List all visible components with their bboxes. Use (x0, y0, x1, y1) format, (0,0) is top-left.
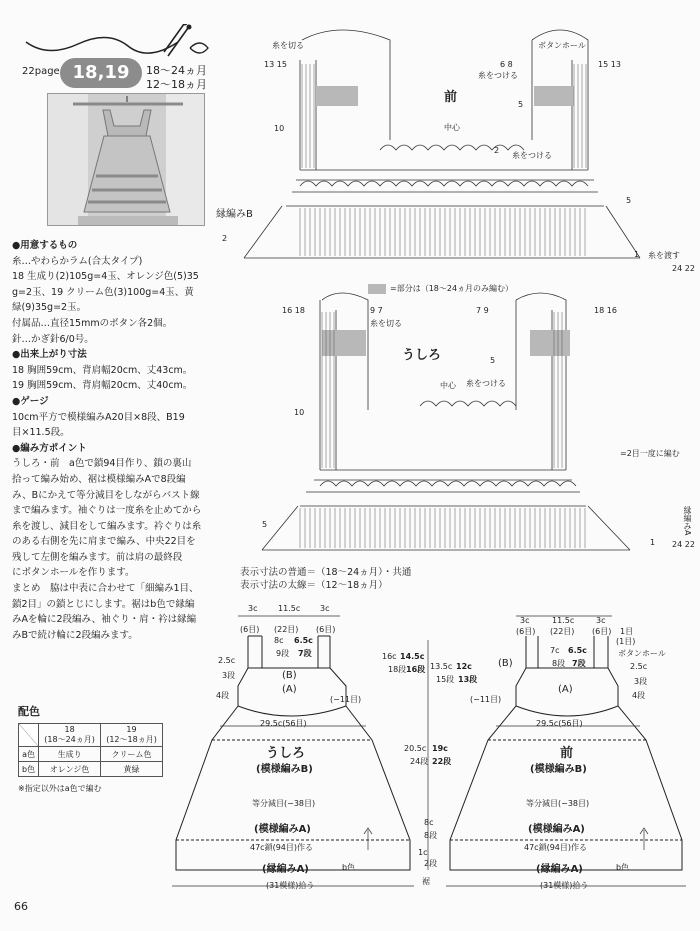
dim-label: 20.5c (404, 744, 427, 753)
row-label: 1 (634, 250, 640, 259)
attach-yarn-label: 糸をつける (478, 71, 518, 80)
instruction-line: のある右側を先に肩まで編み、中央22目を (12, 536, 196, 548)
page-number: 66 (14, 900, 28, 913)
buttonhole-label-schem: ボタンホール (618, 649, 666, 658)
dim-label: 3段 (222, 671, 236, 680)
dim-label: 3c (320, 604, 330, 613)
dim-label: 16段 (406, 665, 426, 674)
dim-label: (22目) (550, 627, 575, 636)
row-label: 1 (650, 538, 656, 547)
dim-label: 19c (432, 744, 448, 753)
dim-label: 3段 (634, 677, 648, 686)
dim-label: 3c (596, 616, 606, 625)
dim-label: 15段 (436, 675, 455, 684)
instruction-line: みBで続け輪に2段編みます。 (12, 629, 138, 641)
legend-bold: 表示寸法の太線＝（12〜18ヵ月） (240, 580, 388, 591)
dim-label: 8c (424, 818, 434, 827)
dim-label: (31模様)拾う (266, 881, 315, 890)
cut-yarn-label-front: 糸を切る (272, 41, 304, 50)
pattern-b-label: (模様編みB) (256, 764, 313, 775)
dim-label: (6目) (240, 625, 260, 634)
row-label: 5 (518, 100, 524, 109)
col-18-header: 18 (18〜24ヵ月) (39, 724, 101, 747)
row-label: 10 (274, 124, 285, 133)
row-label: 24 22 (672, 540, 695, 549)
dim-label: 13.5c (430, 662, 453, 671)
color-table-title: 配色 (18, 705, 40, 718)
dim-label: 14.5c (400, 652, 425, 661)
dim-label: 16c (382, 652, 397, 661)
row-label: 18 16 (594, 306, 617, 315)
dim-label: 12c (456, 662, 472, 671)
dim-label: 24段 (410, 757, 429, 766)
dim-label: 2段 (424, 859, 438, 868)
row-label: 2 (494, 146, 500, 155)
dim-label: (−11目) (330, 695, 362, 704)
buttonhole-stitch: (1目) (616, 637, 636, 646)
instruction-line: 18 胸囲59cm、背肩幅20cm、丈43cm。 (12, 364, 193, 376)
border-a-label: 縁編みA (683, 506, 692, 536)
dim-label: 18段 (388, 665, 407, 674)
dim-label: 4段 (216, 691, 230, 700)
instruction-line: まとめ 脇は中表に合わせて「細編み1目、 (12, 583, 199, 595)
dim-label: 11.5c (278, 604, 301, 613)
row-label: 9 7 (370, 306, 383, 315)
cell: 黄緑 (101, 762, 163, 777)
instruction-line: 緑(9)35g=2玉。 (12, 302, 87, 314)
buttonhole-label-front: ボタンホール (538, 41, 586, 50)
row-label: 2 (222, 234, 228, 243)
dim-label: 8c (274, 636, 284, 645)
front-chart-title: 前 (444, 90, 458, 105)
dim-label: 7段 (572, 659, 586, 668)
dim-label: (31模様)拾う (540, 881, 589, 890)
instruction-line: 目×11.5段。 (12, 427, 70, 439)
hem-label: 裾 (422, 877, 430, 886)
dim-label: 47c鎖(94目)作る (250, 843, 313, 852)
dim-label: 8段 (424, 831, 438, 840)
dim-label: (−11目) (470, 695, 502, 704)
dim-label: 47c鎖(94目)作る (524, 843, 587, 852)
attach-yarn-label: 糸をつける (512, 151, 552, 160)
dim-label: 等分減目(−38目) (526, 799, 590, 808)
pattern-a-label: (模様編みA) (528, 824, 585, 835)
size-19-label: 12〜18ヵ月 (146, 78, 207, 91)
dim-label: 6.5c (294, 636, 313, 645)
dim-label: 8段 (552, 659, 566, 668)
dim-label: 7c (550, 646, 560, 655)
instruction-line: 鎖2目」の鎖とじにします。裾はb色で縁編 (12, 598, 195, 610)
instruction-line: 残して左側を編みます。前は肩の最終段 (12, 551, 183, 563)
bcolor-label: b色 (342, 863, 356, 872)
instruction-line: 拾って編み始め、裾は模様編みAで8段編 (12, 473, 186, 485)
dim-label: 22段 (432, 757, 452, 766)
band-b-label: (B) (282, 670, 297, 681)
dim-label: (6目) (316, 625, 336, 634)
dim-label: 7段 (298, 649, 312, 658)
instruction-line: 付属品…直径15mmのボタン各2個。 (12, 317, 173, 329)
cell: クリーム色 (101, 747, 163, 762)
page-reference: 22page (22, 66, 60, 77)
instruction-line: 糸を渡し、減目をして編みます。衿ぐりは糸 (12, 520, 202, 532)
dim-label: 2.5c (630, 662, 648, 671)
row-label: 6 8 (500, 60, 513, 69)
instruction-line: み、Bにかえて等分減目をしながらバスト線 (12, 489, 200, 501)
row-label: 5 (262, 520, 268, 529)
front-schematic-title: 前 (560, 746, 574, 761)
band-b-label: (B) (498, 658, 513, 669)
attach-yarn-label: 糸をつける (466, 379, 506, 388)
dim-label: (6目) (516, 627, 536, 636)
row-label: 10 (294, 408, 305, 417)
cell: 生成り (39, 747, 101, 762)
dim-label: 9段 (276, 649, 290, 658)
pattern-a-label: (模様編みA) (254, 824, 311, 835)
dim-label: 29.5c(56目) (260, 719, 307, 728)
dim-label: 3c (248, 604, 258, 613)
instruction-line: まで編みます。袖ぐりは一度糸を止めてから (12, 505, 202, 517)
instruction-line: にボタンホールを作ります。 (12, 567, 135, 579)
decrease-legend: =2目一度に編む (620, 449, 680, 458)
instruction-line: みAを輪に2段編み、袖ぐり・肩・衿は縁編 (12, 614, 197, 626)
back-chart-title: うしろ (402, 348, 442, 363)
buttonhole-stitch: 1目 (620, 627, 634, 636)
dim-label: 13段 (458, 675, 478, 684)
points-heading: ●編み方ポイント (12, 442, 87, 454)
front-chart (244, 30, 640, 258)
pattern-b-label: (模様編みB) (530, 764, 587, 775)
row-label: 5 (626, 196, 632, 205)
dim-label: 1c (418, 848, 428, 857)
border-a-label: (縁編みA) (536, 864, 583, 875)
partial-note: =部分は（18〜24ヵ月のみ編む） (390, 284, 514, 293)
gauge-heading: ●ゲージ (12, 395, 49, 407)
instruction-line: 10cm平方で模様編みA20目×8段、B19 (12, 411, 185, 423)
instruction-line: 18 生成り(2)105g=4玉、オレンジ色(5)35 (12, 271, 199, 283)
dim-label: 等分減目(−38目) (252, 799, 316, 808)
dim-label: (22目) (274, 625, 299, 634)
cell: オレンジ色 (39, 762, 101, 777)
band-a-label: (A) (558, 684, 573, 695)
instruction-line: g=2玉、19 クリーム色(3)100g=4玉、黄 (12, 286, 194, 298)
join-yarn-label: 糸を渡す (648, 251, 680, 260)
pattern-number-badge: 18,19 (60, 58, 142, 88)
color-note: ※指定以外はa色で編む (18, 784, 102, 793)
col-19-header: 19 (12〜18ヵ月) (101, 724, 163, 747)
dim-label: 6.5c (568, 646, 587, 655)
row-label: 24 22 (672, 264, 695, 273)
instruction-line: 糸…やわらかラム(合太タイプ) (12, 255, 143, 267)
row-a-label: a色 (19, 747, 39, 762)
size-18-label: 18〜24ヵ月 (146, 64, 207, 77)
band-a-label: (A) (282, 684, 297, 695)
center-label: 中心 (440, 381, 456, 390)
row-b-label: b色 (19, 762, 39, 777)
border-a-label: (縁編みA) (262, 864, 309, 875)
row-label: 13 15 (264, 60, 287, 69)
instruction-line: うしろ・前 a色で鎖94目作り、鎖の裏山 (12, 458, 192, 470)
dim-label: 29.5c(56目) (536, 719, 583, 728)
border-b-label: 縁編みB (216, 209, 253, 220)
partial-swatch (368, 284, 386, 294)
dim-label: 11.5c (552, 616, 575, 625)
row-label: 7 9 (476, 306, 489, 315)
dim-label: (6目) (592, 627, 612, 636)
instruction-line: 針…かぎ針6/0号。 (12, 333, 94, 345)
dim-label: 4段 (632, 691, 646, 700)
instruction-line: 19 胸囲59cm、背肩幅20cm、丈40cm。 (12, 380, 193, 392)
back-schematic-title: うしろ (266, 746, 306, 761)
row-label: 5 (490, 356, 496, 365)
materials-heading: ●用意するもの (12, 240, 78, 251)
bcolor-label: b色 (616, 863, 630, 872)
dim-label: 2.5c (218, 656, 236, 665)
row-label: 16 18 (282, 306, 305, 315)
row-label: 15 13 (598, 60, 621, 69)
legend-normal: 表示寸法の普通＝（18〜24ヵ月）・共通 (240, 567, 412, 578)
cut-yarn-label-back: 糸を切る (370, 319, 402, 328)
dim-label: 3c (520, 616, 530, 625)
center-label: 中心 (444, 123, 460, 132)
size-heading: ●出来上がり寸法 (12, 349, 87, 361)
